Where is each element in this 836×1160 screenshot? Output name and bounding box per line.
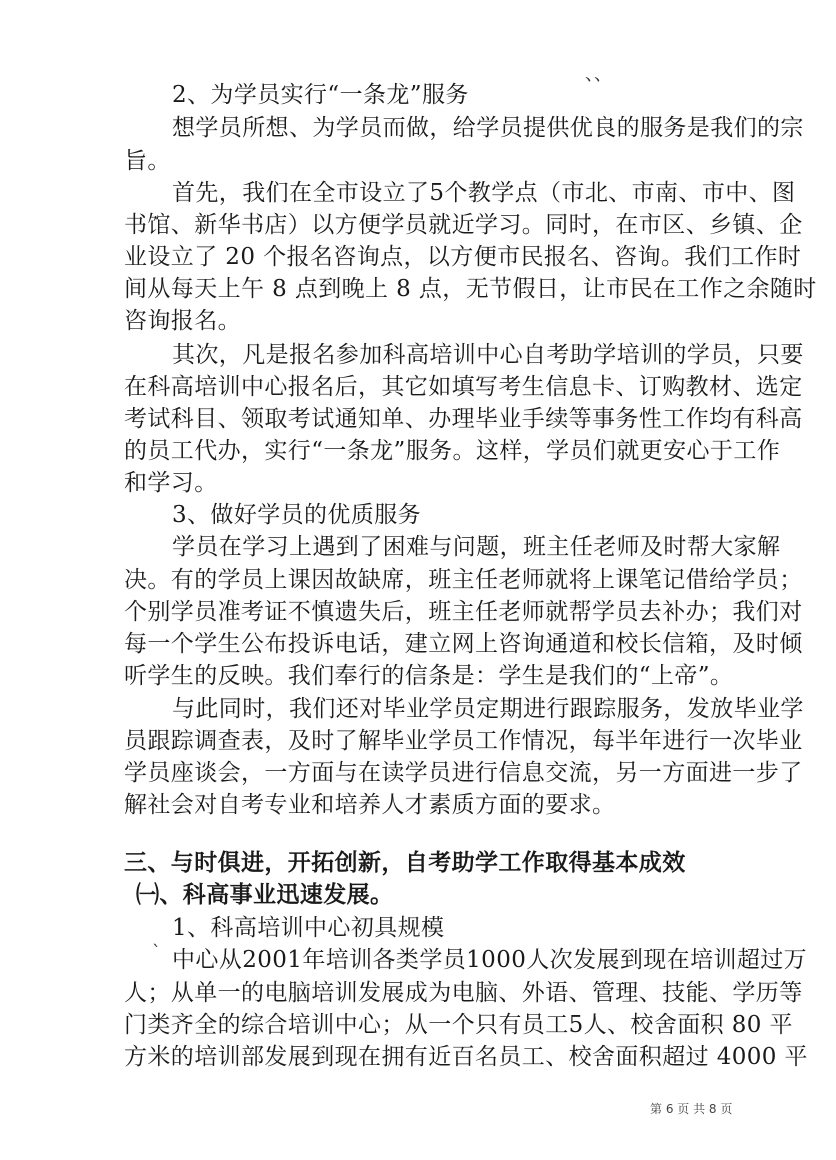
side-mark: ˋ: [152, 942, 161, 963]
body-line: 业设立了 20 个报名咨询点，以方便市民报名、咨询。我们工作时: [124, 244, 802, 270]
corner-mark: 、、: [585, 64, 612, 85]
body-line: 和学习。: [124, 470, 218, 496]
body-line: 想学员所想、为学员而做，给学员提供优良的服务是我们的宗: [172, 115, 804, 141]
body-line: 与此同时，我们还对毕业学员定期进行跟踪服务，发放毕业学: [172, 696, 804, 722]
subheading-2: 2、为学员实行“一条龙”服务: [172, 82, 469, 108]
body-line: 考试科目、领取考试通知单、办理毕业手续等事务性工作均有科高: [124, 406, 803, 432]
body-line: 员跟踪调查表，及时了解毕业学员工作情况，每半年进行一次毕业: [124, 728, 803, 754]
subheading-3: 3、做好学员的优质服务: [172, 502, 422, 528]
body-line: 听学生的反映。我们奉行的信条是：学生是我们的“上帝”。: [124, 663, 734, 689]
body-line: 门类齐全的综合培训中心；从一个只有员工5人、校舍面积 80 平: [124, 1012, 793, 1038]
body-line: 解社会对自考专业和培养人才素质方面的要求。: [124, 792, 616, 818]
body-line: 中心从2001年培训各类学员1000人次发展到现在培训超过万: [172, 947, 808, 973]
body-line: 在科高培训中心报名后，其它如填写考生信息卡、订购教材、选定: [124, 374, 803, 400]
body-line: 学员座谈会，一方面与在读学员进行信息交流，另一方面进一步了: [124, 760, 803, 786]
body-line: 间从每天上午 8 点到晚上 8 点，无节假日，让市民在工作之余随时: [124, 276, 817, 302]
body-line: 的员工代办，实行“一条龙”服务。这样，学员们就更安心于工作: [124, 438, 781, 464]
body-line: 决。有的学员上课因故缺席，班主任老师就将上课笔记借给学员；: [124, 567, 803, 593]
body-line: 咨询报名。: [124, 308, 241, 334]
body-line: 方米的培训部发展到现在拥有近百名员工、校舍面积超过 4000 平: [124, 1044, 808, 1070]
body-line: 个别学员准考证不慎遗失后，班主任老师就帮学员去补办；我们对: [124, 599, 803, 625]
body-line: 其次，凡是报名参加科高培训中心自考助学培训的学员，只要: [172, 342, 804, 368]
section-heading: 三、与时俱进，开拓创新，自考助学工作取得基本成效: [124, 849, 686, 876]
body-line: 书馆、新华书店）以方便学员就近学习。同时，在市区、乡镇、企: [124, 212, 803, 238]
body-line: 人；从单一的电脑培训发展成为电脑、外语、管理、技能、学历等: [124, 980, 803, 1006]
body-line: 首先，我们在全市设立了5个教学点（市北、市南、市中、图: [172, 180, 796, 206]
body-line: 每一个学生公布投诉电话，建立网上咨询通道和校长信箱，及时倾: [124, 631, 803, 657]
body-line: 旨。: [124, 148, 171, 174]
body-line: 学员在学习上遇到了困难与问题，班主任老师及时帮大家解: [172, 534, 781, 560]
subsection-heading: ㈠、科高事业迅速发展。: [136, 881, 394, 908]
page-footer: 第 6 页 共 8 页: [650, 1102, 733, 1116]
subheading-1: 1、科高培训中心初具规模: [172, 915, 445, 941]
